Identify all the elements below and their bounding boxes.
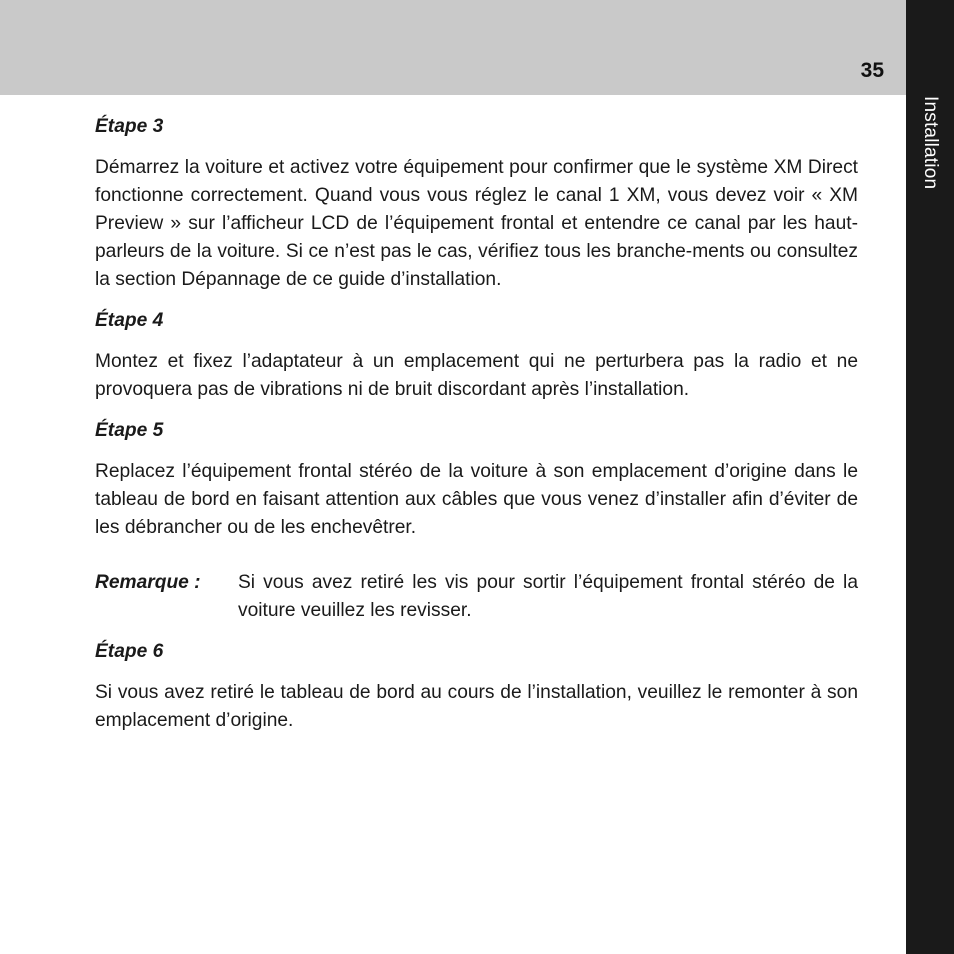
- step-paragraph: Si vous avez retiré le tableau de bord au cours de l’installation, veuillez le remonter à son emplacement d’origine.: [95, 682, 858, 731]
- header-band: [0, 0, 906, 95]
- step-heading: Étape 3: [95, 116, 164, 137]
- step-heading: Étape 4: [95, 310, 164, 331]
- step-paragraph: Montez et fixez l’adaptateur à un emplacement qui ne perturbera pas la radio et ne provoquera pas de vibrations ni de bruit discordant après l’installation.: [95, 351, 858, 400]
- note-label: Remarque :: [95, 572, 201, 593]
- section-side-tab: [906, 0, 954, 954]
- main-content: [95, 113, 858, 735]
- step-heading: Étape 5: [95, 420, 164, 441]
- step-paragraph: Replacez l’équipement frontal stéréo de la voiture à son emplacement d’origine dans le tableau de bord en faisant attention aux câbles que vous venez d’installer afin d’éviter de les débrancher ou de les enchevêtrer.: [95, 461, 858, 538]
- section-tab-label: Installation: [920, 96, 941, 190]
- note-block: [95, 569, 858, 625]
- note-text: Si vous avez retiré les vis pour sortir l’équipement frontal stéréo de la voiture veuillez les revisser.: [238, 572, 858, 621]
- step-heading: Étape 6: [95, 641, 164, 662]
- step-paragraph: Démarrez la voiture et activez votre équipement pour confirmer que le système XM Direct fonctionne correctement. Quand vous vous réglez le canal 1 XM, vous devez voir « XM Preview » sur l’afficheur LCD de l’équipement frontal et entendre ce canal par les haut-parleurs de la voiture. Si ce n’est pas le cas, vérifiez tous les branche-ments ou consultez la section Dépannage de ce guide d’installation.: [95, 157, 858, 290]
- page-number: 35: [860, 59, 884, 82]
